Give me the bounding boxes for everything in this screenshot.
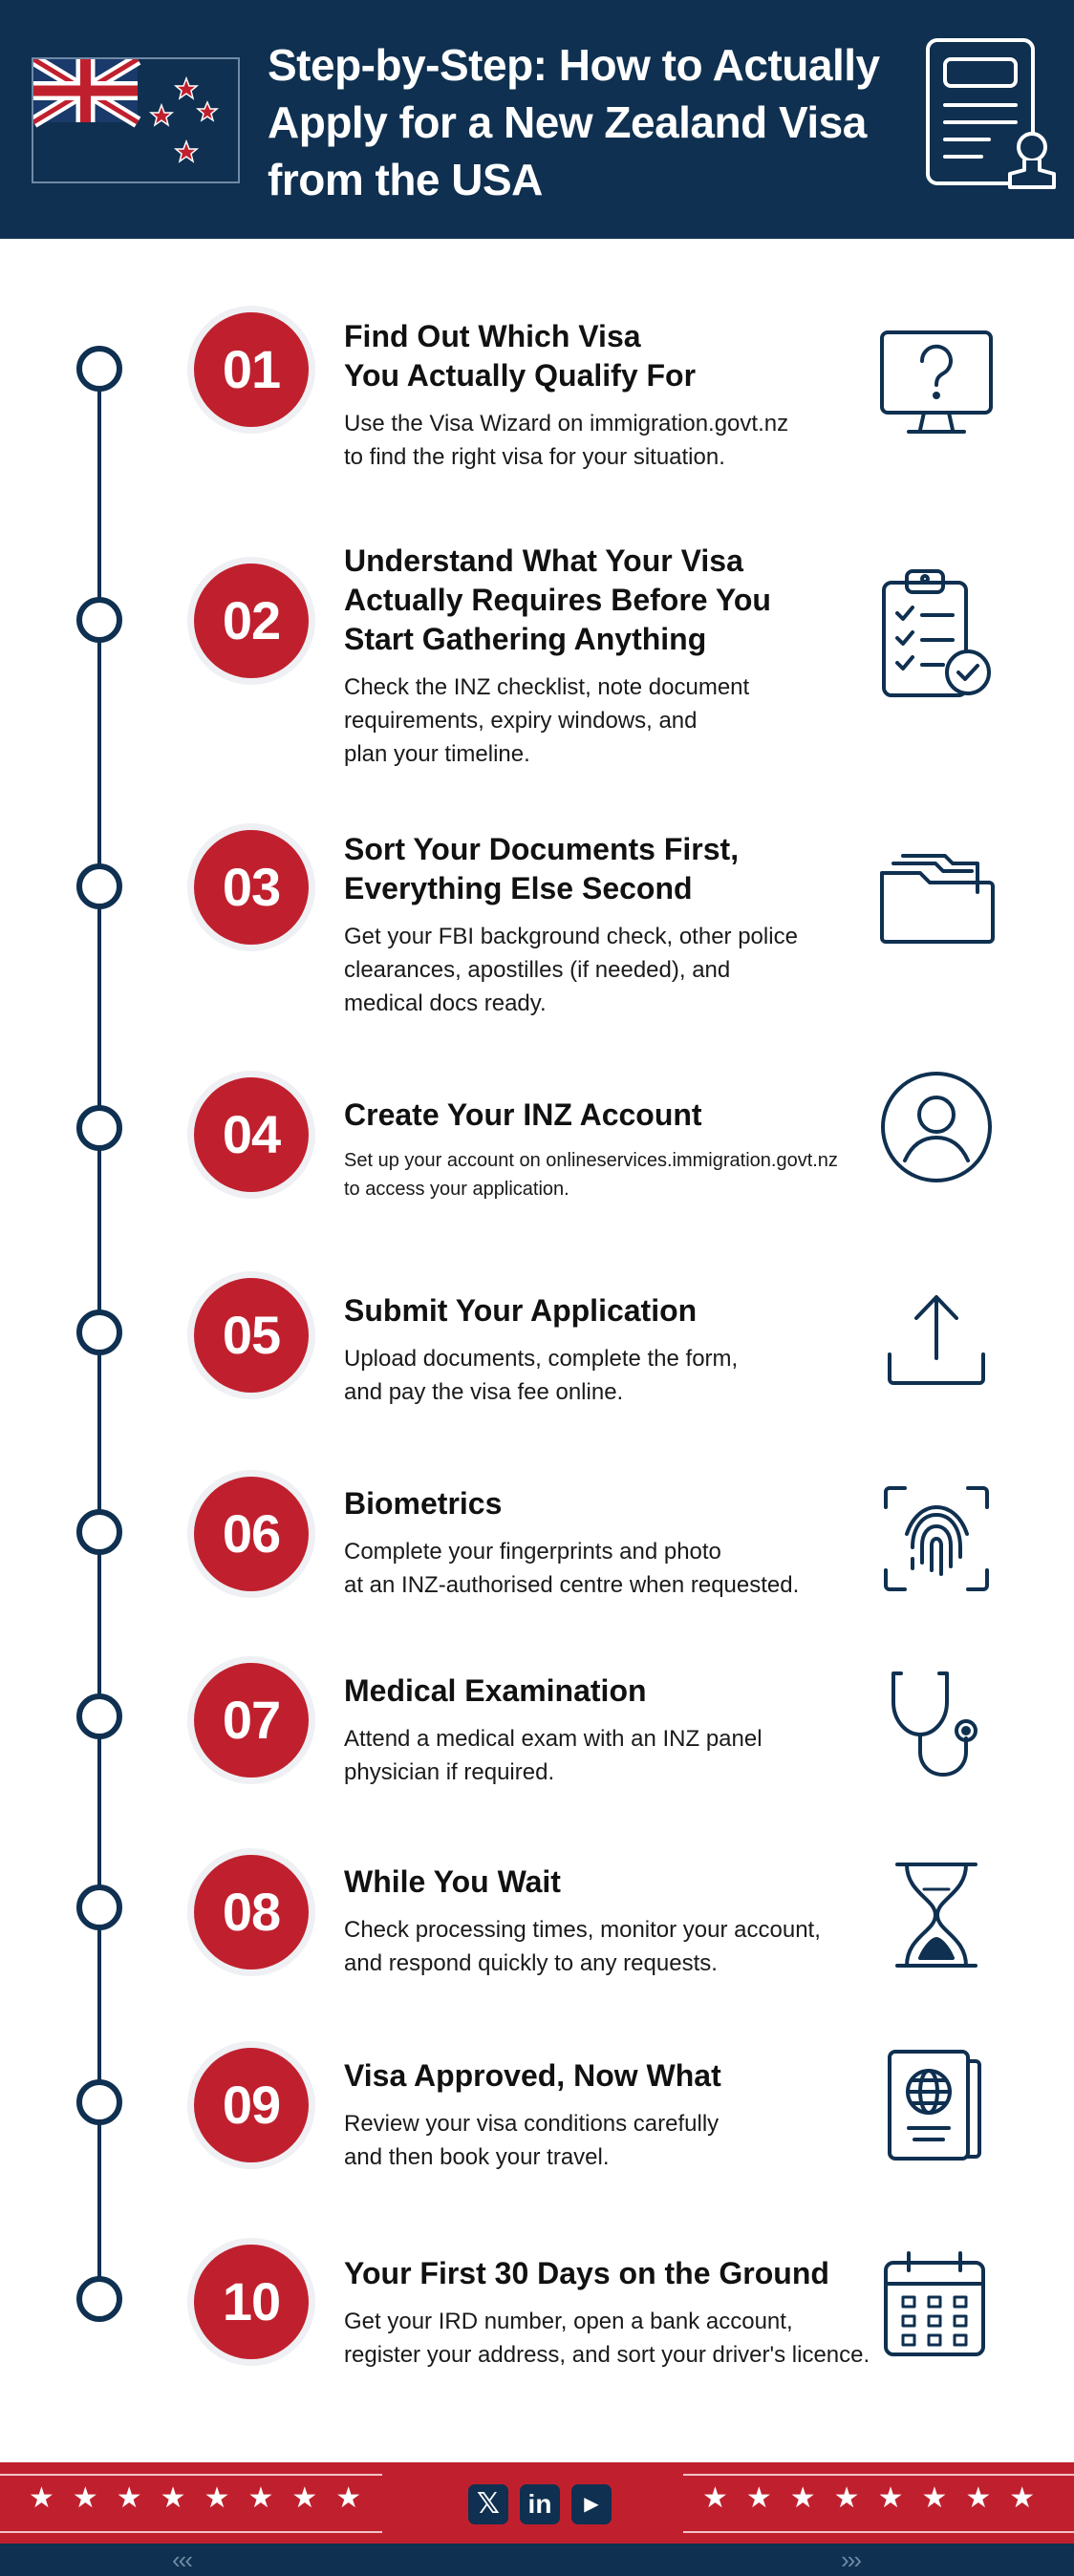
arrows-right-icon: ››› [841, 2545, 860, 2574]
step-description [344, 1913, 879, 1980]
step-number-badge: 03 [194, 830, 309, 945]
step-description-line: Set up your account on onlineservices.immigration.govt.nz [344, 1150, 838, 1171]
step-description [344, 407, 879, 474]
step-description-line: Get your FBI background check, other police [344, 924, 798, 949]
step-title-line: You Actually Qualify For [344, 358, 697, 393]
footer-divider [0, 2474, 382, 2476]
footer-stars-left: ★★★★★★★★ [29, 2482, 380, 2514]
upload-icon [874, 1280, 999, 1404]
step-title-line: Find Out Which Visa [344, 319, 641, 353]
timeline-dot [76, 1884, 122, 1930]
timeline-dot [76, 597, 122, 643]
step-title [344, 542, 879, 659]
step-title-line: Start Gathering Anything [344, 622, 707, 656]
step-description-line: medical docs ready. [344, 990, 547, 1016]
timeline-dot [76, 346, 122, 392]
step-description-line: clearances, apostilles (if needed), and [344, 957, 731, 983]
footer-bottom-bar [0, 2544, 1074, 2576]
step-title [344, 1863, 879, 1902]
step-title-line: Everything Else Second [344, 871, 693, 905]
timeline-dot [76, 1693, 122, 1739]
step-description-line: Complete your fingerprints and photo [344, 1539, 721, 1565]
step-description-line: Upload documents, complete the form, [344, 1346, 739, 1372]
step-description [344, 1146, 879, 1203]
step-description [344, 1342, 879, 1409]
step-description [344, 920, 879, 1020]
step-number-badge: 04 [194, 1077, 309, 1192]
step-description-line: Get your IRD number, open a bank account, [344, 2309, 793, 2334]
clipboard-checklist-icon [874, 564, 999, 688]
step-number-badge: 01 [194, 312, 309, 427]
timeline-dot [76, 1105, 122, 1151]
linkedin-icon[interactable] [520, 2484, 560, 2524]
user-account-icon [874, 1065, 999, 1189]
step-description-line: and pay the visa fee online. [344, 1379, 624, 1405]
step-title [344, 317, 879, 395]
step-description-line: requirements, expiry windows, and [344, 708, 698, 734]
linkedin-label: in [527, 2489, 552, 2519]
step-description-line: and respond quickly to any requests. [344, 1950, 718, 1976]
step-title-line: Your First 30 Days on the Ground [344, 2256, 829, 2290]
step-title [344, 830, 879, 908]
step-description-line: to find the right visa for your situation. [344, 444, 725, 470]
timeline-dot [76, 2276, 122, 2322]
timeline-dot [76, 2079, 122, 2125]
step-title-line: Create Your INZ Account [344, 1097, 702, 1132]
title-line-2: Apply for a New Zealand Visa [268, 97, 867, 147]
step-description-line: plan your timeline. [344, 741, 530, 767]
step-description [344, 2305, 879, 2372]
step-title-line: Visa Approved, Now What [344, 2058, 721, 2093]
step-description-line: and then book your travel. [344, 2144, 610, 2170]
step-description [344, 2107, 879, 2174]
stethoscope-icon [874, 1662, 999, 1786]
step-number-badge: 05 [194, 1278, 309, 1393]
fingerprint-icon [874, 1477, 999, 1601]
step-title-line: Medical Examination [344, 1673, 647, 1708]
step-description [344, 1535, 879, 1602]
step-title-line: Actually Requires Before You [344, 583, 771, 617]
new-zealand-flag-icon [32, 57, 240, 183]
footer-divider [683, 2474, 1074, 2476]
step-title-line: Understand What Your Visa [344, 543, 743, 578]
step-title-line: Sort Your Documents First, [344, 832, 740, 866]
footer-divider [0, 2531, 382, 2533]
step-description [344, 671, 879, 771]
step-description-line: at an INZ-authorised centre when requested. [344, 1572, 800, 1598]
step-description-line: physician if required. [344, 1759, 555, 1785]
title-line-1: Step-by-Step: How to Actually [268, 40, 880, 90]
footer-divider [683, 2531, 1074, 2533]
step-number-badge: 06 [194, 1477, 309, 1591]
step-title [344, 2254, 879, 2293]
step-title-line: While You Wait [344, 1864, 561, 1899]
step-title-line: Biometrics [344, 1486, 503, 1521]
title-line-3: from the USA [268, 155, 543, 204]
step-title [344, 2056, 879, 2096]
timeline-dot [76, 863, 122, 909]
document-stamp-icon [922, 34, 1056, 197]
step-description-line: to access your application. [344, 1179, 569, 1200]
calendar-icon [874, 2242, 999, 2366]
step-description-line: Review your visa conditions carefully [344, 2111, 720, 2137]
step-title [344, 1484, 879, 1523]
page-title [268, 36, 936, 208]
step-number-badge: 09 [194, 2048, 309, 2162]
youtube-label: ▶ [584, 2494, 599, 2515]
x-icon[interactable] [468, 2484, 508, 2524]
step-description [344, 1722, 879, 1789]
timeline-dot [76, 1309, 122, 1355]
step-description-line: Attend a medical exam with an INZ panel [344, 1726, 763, 1752]
step-title [344, 1096, 879, 1135]
youtube-icon[interactable] [571, 2484, 612, 2524]
step-number-badge: 07 [194, 1663, 309, 1778]
timeline-dot [76, 1509, 122, 1555]
folder-icon [874, 831, 999, 955]
x-label: 𝕏 [476, 2488, 501, 2520]
monitor-question-icon [874, 325, 999, 449]
passport-icon [874, 2044, 999, 2168]
hourglass-icon [874, 1853, 999, 1977]
arrows-left-icon: ‹‹‹ [172, 2545, 191, 2574]
step-title [344, 1671, 879, 1711]
header-banner [0, 0, 1074, 239]
step-number-badge: 08 [194, 1855, 309, 1969]
step-title-line: Submit Your Application [344, 1293, 698, 1328]
footer-stars-right: ★★★★★★★★ [702, 2482, 1054, 2514]
step-description-line: register your address, and sort your driver's licence. [344, 2342, 870, 2368]
step-number-badge: 02 [194, 564, 309, 678]
step-description-line: Check processing times, monitor your account, [344, 1917, 821, 1943]
step-description-line: Use the Visa Wizard on immigration.govt.nz [344, 411, 789, 436]
step-title [344, 1291, 879, 1331]
step-description-line: Check the INZ checklist, note document [344, 674, 750, 700]
step-number-badge: 10 [194, 2245, 309, 2359]
